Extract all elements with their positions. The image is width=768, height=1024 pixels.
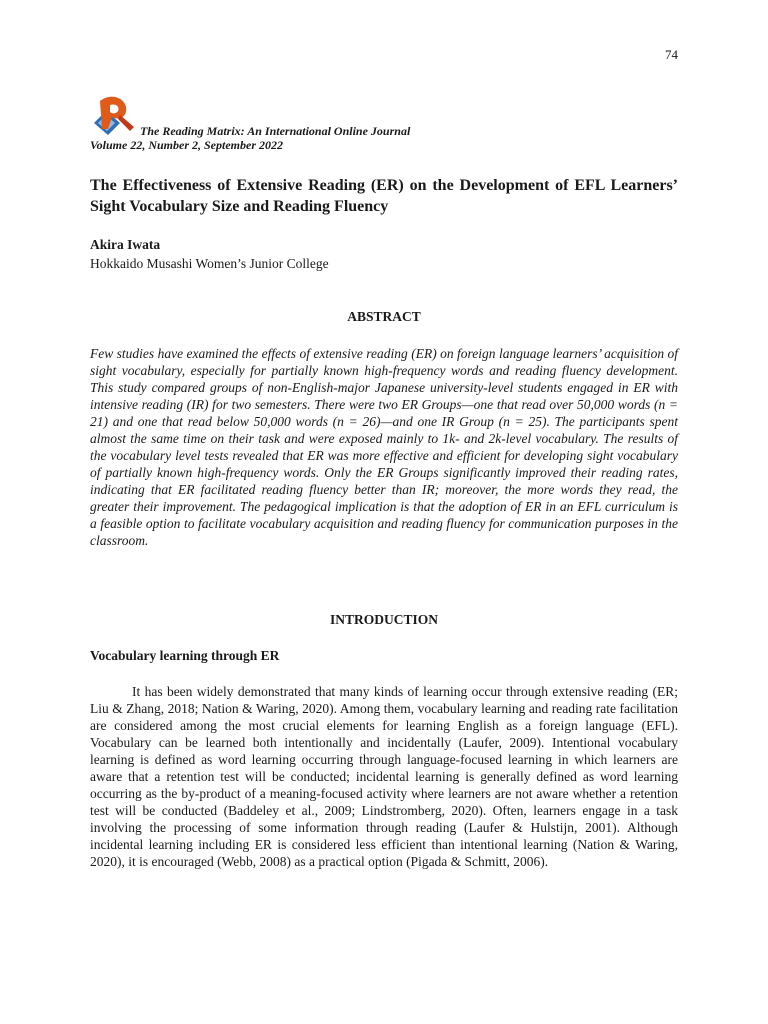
article-title: The Effectiveness of Extensive Reading (ER) on the Development of EFL Learners’ Sight Vocabulary Size and Reading Fluency <box>90 177 678 215</box>
page-number: 74 <box>665 47 678 62</box>
introduction-paragraph: It has been widely demonstrated that many kinds of learning occur through extensive reading (ER; Liu & Zhang, 2018; Nation & Waring, 2020). Among them, vocabulary learning and reading rate facilitation are considered among the most crucial elements for learning English as a foreign language (EFL). Vocabulary can be learned both intentionally and incidentally (Laufer, 2009). Intentional vocabulary learning is defined as word learning occurring through language-focused learning in which learners are aware that a retention test will be conducted; incidental learning is generally defined as word learning occurring as the by-product of a meaning-focused activity where learners are not aware whether a retention test will be conducted (Baddeley et al., 2009; Lindstromberg, 2020). Often, learners engage in a task involving the processing of some information through reading (Laufer & Hulstijn, 2001). Although incidental learning including ER is considered less efficient than intentional learning (Nation & Waring, 2020), it is encouraged (Webb, 2008) as a practical option (Pigada & Schmitt, 2006). <box>90 684 678 869</box>
reading-matrix-logo <box>90 93 138 137</box>
journal-name: The Reading Matrix: An International Online Journal <box>140 124 411 138</box>
journal-volume: Volume 22, Number 2, September 2022 <box>90 138 284 152</box>
introduction-heading: INTRODUCTION <box>329 612 438 627</box>
section-subheading: Vocabulary learning through ER <box>90 648 280 663</box>
abstract-heading: ABSTRACT <box>347 309 421 324</box>
author-name: Akira Iwata <box>90 237 161 252</box>
abstract-text: Few studies have examined the effects of extensive reading (ER) on foreign language learners’ acquisition of sight vocabulary, especially for partially known high-frequency words and reading fluency development. This study compared groups of non-English-major Japanese university-level students engaged in ER with intensive reading (IR) for two semesters. There were two ER Groups—one that read over 50,000 words (n = 21) and one that read below 50,000 words (n = 26)—and one IR Group (n = 25). The participants spent almost the same time on their task and were exposed mainly to 1k- and 2k-level vocabulary. The results of the vocabulary level tests revealed that ER was more effective and efficient for developing sight vocabulary of partially known high-frequency words. Only the ER Groups significantly improved their reading rates, indicating that ER facilitated reading fluency better than IR; moreover, the more words they read, the greater their improvement. The pedagogical implication is that the adoption of ER in an EFL curriculum is a feasible option to facilitate vocabulary acquisition and reading fluency for communication purposes in the classroom. <box>90 346 678 548</box>
author-affiliation: Hokkaido Musashi Women’s Junior College <box>90 256 329 271</box>
